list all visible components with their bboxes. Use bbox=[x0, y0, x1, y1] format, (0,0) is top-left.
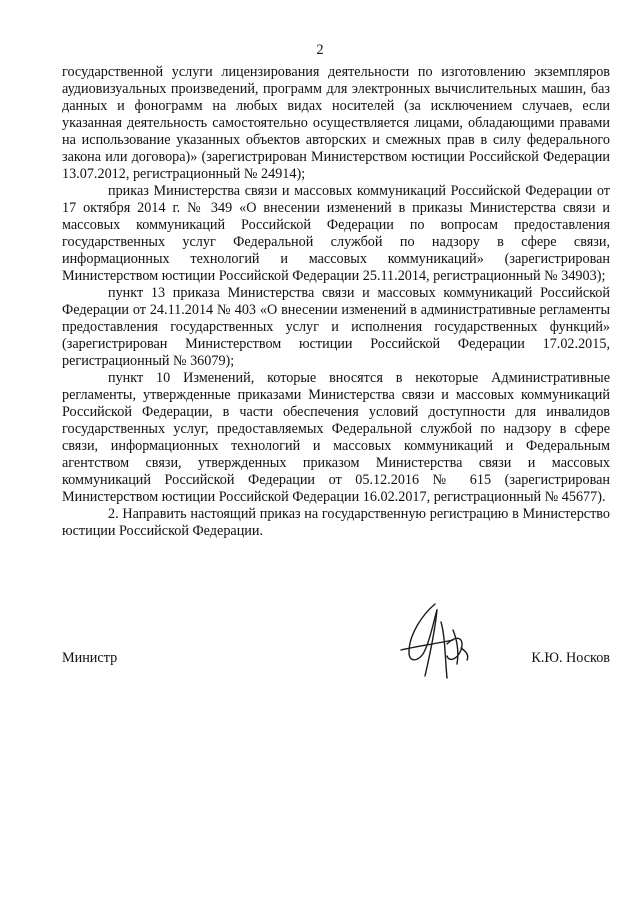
document-body bbox=[62, 64, 610, 540]
paragraph-3: пункт 13 приказа Министерства связи и массовых коммуникаций Российской Федерации от 24.11.2014 № 403 «О внесении изменений в административные регламенты предоставления государственных услуг и исполнения государственных функций» (зарегистрирован Министерством юстиции Российской Федерации 17.02.2015, регистрационный № 36079); bbox=[62, 285, 610, 369]
page-number: 2 bbox=[316, 42, 324, 58]
paragraph-2: приказ Министерства связи и массовых коммуникаций Российской Федерации от 17 октября 2014 г. № 349 «О внесении изменений в приказы Министерства связи и массовых коммуникаций Российской Федерации по вопросам предоставления государственных услуг Федеральной службой по надзору в сфере связи, информационных технологий и массовых коммуникаций» (зарегистрирован Министерством юстиции Российской Федерации 25.11.2014, регистрационный № 34903); bbox=[62, 183, 610, 284]
signatory-name: К.Ю. Носков bbox=[531, 650, 610, 666]
signatory-title: Министр bbox=[62, 650, 118, 666]
paragraph-4: пункт 10 Изменений, которые вносятся в некоторые Административные регламенты, утвержденные приказами Министерства связи и массовых коммуникаций Российской Федерации, в части обеспечения условий доступности для инвалидов государственных услуг, предоставляемых Федеральной службой по надзору в сфере связи, информационных технологий и массовых коммуникаций и Федеральным агентством связи, утвержденных приказом Министерства связи и массовых коммуникаций Российской Федерации от 05.12.2016 № 615 (зарегистрирован Министерством юстиции Российской Федерации 16.02.2017, регистрационный № 45677). bbox=[62, 370, 610, 505]
paragraph-1: государственной услуги лицензирования деятельности по изготовлению экземпляров аудиовизуальных произведений, программ для электронных вычислительных машин, баз данных и фонограмм на любых видах носителей (за исключением случаев, если указанная деятельность самостоятельно осуществляется лицами, обладающими правами на использование указанных объектов авторских и смежных прав в силу федерального закона или договора)» (зарегистрирован Министерством юстиции Российской Федерации 13.07.2012, регистрационный № 24914); bbox=[62, 64, 610, 182]
handwritten-signature bbox=[395, 600, 475, 690]
signature-block bbox=[62, 650, 610, 690]
paragraph-5: 2. Направить настоящий приказ на государственную регистрацию в Министерство юстиции Российской Федерации. bbox=[62, 506, 610, 539]
